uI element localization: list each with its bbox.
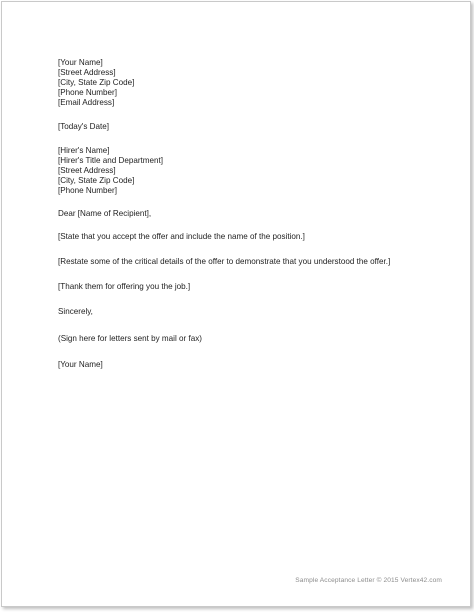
signature-note: (Sign here for letters sent by mail or fax) (58, 333, 202, 343)
signer-name: [Your Name] (58, 359, 103, 369)
sender-city: [City, State Zip Code] (58, 78, 135, 88)
sender-phone: [Phone Number] (58, 88, 117, 98)
paragraph (58, 282, 448, 292)
recipient-address-block (58, 146, 448, 196)
page-footer: Sample Acceptance Letter © 2015 Vertex42.com (295, 577, 442, 584)
paragraph-accept: [State that you accept the offer and include the name of the position.] (58, 232, 305, 242)
date-block (58, 122, 448, 132)
salutation-block (58, 209, 448, 219)
closing-block (58, 307, 448, 317)
sender-email: [Email Address] (58, 98, 115, 108)
document-page (1, 1, 471, 607)
paragraph-thanks: [Thank them for offering you the job.] (58, 282, 191, 292)
recipient-title: [Hirer's Title and Department] (58, 155, 164, 165)
salutation: Dear [Name of Recipient], (58, 209, 152, 219)
sender-street: [Street Address] (58, 68, 116, 78)
paragraph (58, 232, 448, 242)
letter-date: [Today's Date] (58, 122, 110, 132)
paragraph (58, 257, 448, 267)
signature-block (58, 334, 448, 344)
letter-body (58, 58, 448, 370)
recipient-name: [Hirer's Name] (58, 145, 110, 155)
sender-name: [Your Name] (58, 58, 103, 67)
paragraph-details: [Restate some of the critical details of the offer to demonstrate that you understood the offer.] (58, 257, 391, 267)
recipient-street: [Street Address] (58, 165, 116, 175)
closing: Sincerely, (58, 307, 93, 317)
sender-address-block (58, 58, 448, 108)
signer-block (58, 360, 448, 370)
recipient-phone: [Phone Number] (58, 185, 117, 195)
recipient-city: [City, State Zip Code] (58, 175, 135, 185)
